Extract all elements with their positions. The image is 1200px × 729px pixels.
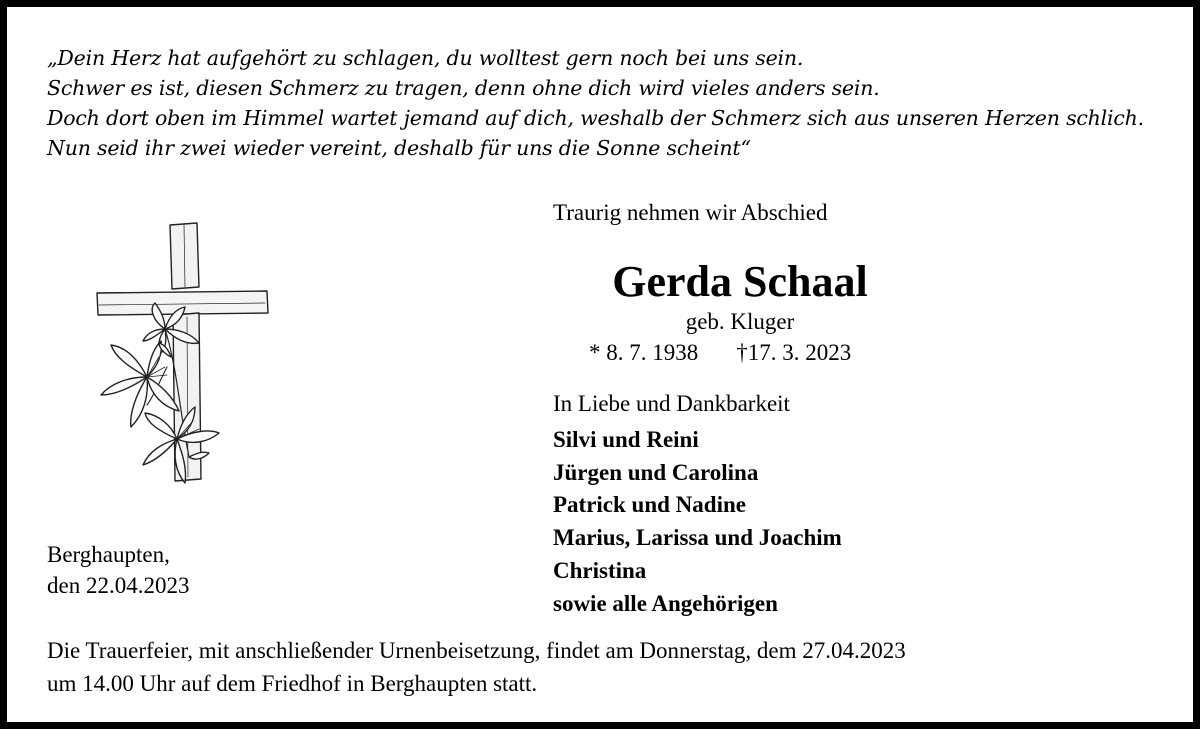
mourner-entry: Jürgen und Carolina [553,459,759,485]
birth-date: * 8. 7. 1938 [589,340,699,365]
place-date: den 22.04.2023 [47,573,190,598]
funeral-notice-line: um 14.00 Uhr auf dem Friedhof in Berghaupten statt. [47,671,538,696]
dedication-text: In Liebe und Dankbarkeit [553,391,790,416]
poem [47,43,1167,163]
mourner-entry: Patrick und Nadine [553,492,746,518]
mourner-entry: Christina [553,557,647,583]
funeral-notice-line: Die Trauerfeier, mit anschließender Urnenbeisetzung, findet am Donnerstag, dem 27.04.2023 [47,638,906,663]
death-date: †17. 3. 2023 [736,340,852,365]
cross-with-lilies-icon [87,217,277,487]
poem-line: „Dein Herz hat aufgehört zu schlagen, du wolltest gern noch bei uns sein. [47,46,804,70]
birth-name: geb. Kluger [685,309,795,334]
place-and-date [47,539,189,601]
poem-line: Doch dort oben im Himmel wartet jemand auf dich, weshalb der Schmerz sich aus unseren Herzen schlich. [47,106,1144,130]
place-town: Berghaupten, [47,542,170,567]
mourner-entry: Marius, Larissa und Joachim [553,525,842,551]
mourner-entry: sowie alle Angehörigen [553,590,778,616]
funeral-notice [47,634,1167,700]
mourners-list [553,424,842,620]
intro-text: Traurig nehmen wir Abschied [553,200,828,225]
mourner-entry: Silvi und Reini [553,427,699,452]
poem-line: Nun seid ihr zwei wieder vereint, deshalb für uns die Sonne scheint“ [47,136,751,160]
deceased-name: Gerda Schaal [612,257,868,306]
life-dates [589,340,851,366]
poem-line: Schwer es ist, diesen Schmerz zu tragen, denn ohne dich wird vieles anders sein. [47,76,880,100]
